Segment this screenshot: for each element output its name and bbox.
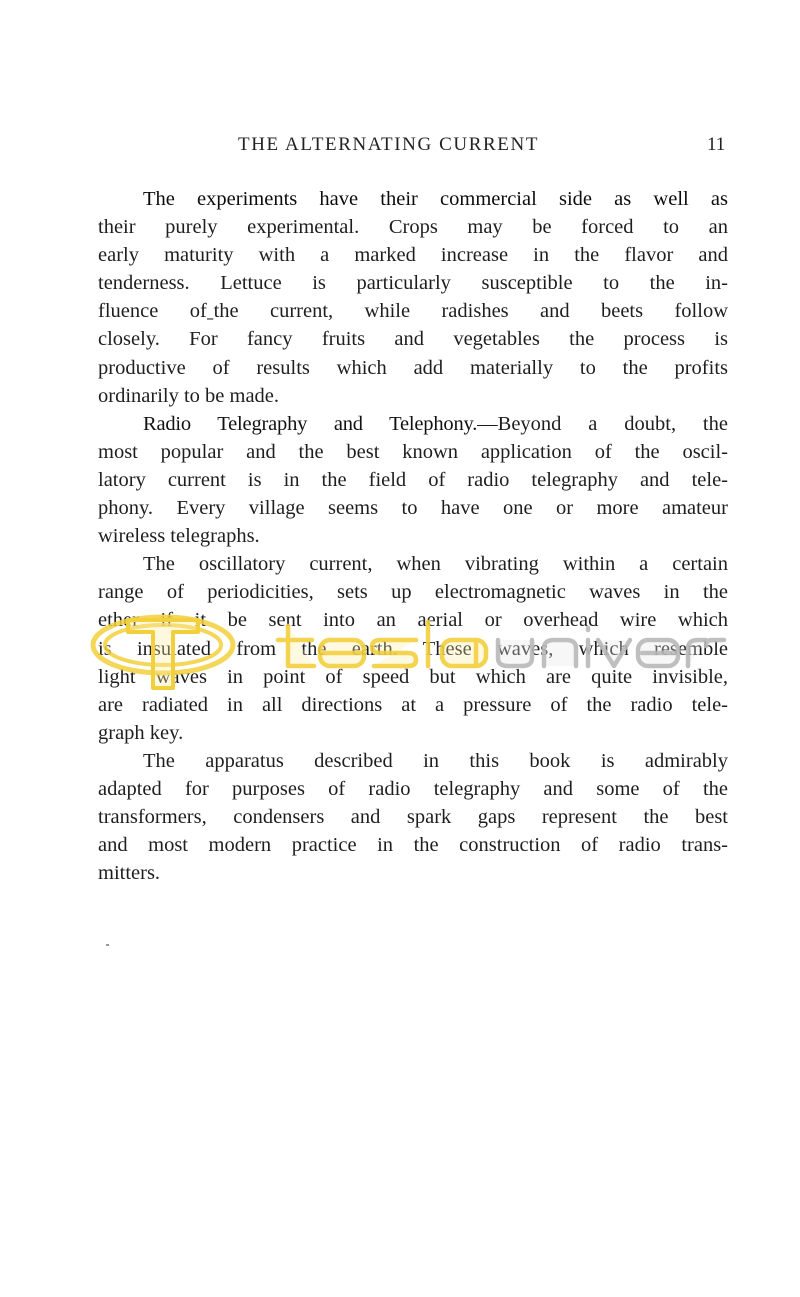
paragraph <box>98 185 728 410</box>
text-line: is insulated from the earth. These waves, which resemble <box>98 637 728 660</box>
text-line: The oscillatory current, when vibrating within a certain <box>143 553 728 576</box>
text-line <box>98 410 728 438</box>
text-line: and most modern practice in the construction of radio trans- <box>98 834 728 857</box>
text-line: The apparatus described in this book is admirably <box>143 749 728 772</box>
text-line: early maturity with a marked increase in the flavor and <box>98 244 728 267</box>
text-line: The experiments have their commercial side as well as <box>143 188 728 210</box>
page-body <box>98 185 728 887</box>
text-line: tenderness. Lettuce is particularly susceptible to the in- <box>98 272 728 295</box>
running-title: THE ALTERNATING CURRENT <box>238 134 540 155</box>
text-line: graph key. <box>98 721 184 744</box>
text-line: are radiated in all directions at a pressure of the radio tele- <box>98 693 728 716</box>
text-line: closely. For fancy fruits and vegetables the process is <box>98 328 728 351</box>
text-run: —Beyond a doubt, the <box>477 412 728 435</box>
page-number: 11 <box>707 134 726 155</box>
section-heading: Radio Telegraphy and Telephony. <box>143 412 478 435</box>
text-line: light waves in point of speed but which are quite invisible, <box>98 665 728 688</box>
text-line: range of periodicities, sets up electromagnetic waves in the <box>98 581 728 604</box>
text-line: adapted for purposes of radio telegraphy and some of the <box>98 777 728 800</box>
text-line: transformers, condensers and spark gaps represent the best <box>98 806 728 829</box>
paragraph <box>98 747 728 887</box>
text-line: ether if it be sent into an aerial or overhead wire which <box>98 609 728 632</box>
text-line: most popular and the best known application of the oscil- <box>98 440 728 463</box>
text-line: latory current is in the field of radio telegraphy and tele- <box>98 468 728 491</box>
paragraph <box>98 410 728 550</box>
text-line: productive of results which add materially to the profits <box>98 356 728 379</box>
text-line: mitters. <box>98 862 161 885</box>
text-line: wireless telegraphs. <box>98 525 260 548</box>
stray-mark <box>106 944 109 946</box>
text-line: fluence ofˍthe current, while radishes and beets follow <box>98 300 728 323</box>
text-line: their purely experimental. Crops may be forced to an <box>98 216 728 239</box>
paragraph <box>98 550 728 747</box>
text-line: phony. Every village seems to have one or more amateur <box>98 497 728 520</box>
text-line: ordinarily to be made. <box>98 384 280 407</box>
running-head <box>0 134 800 162</box>
